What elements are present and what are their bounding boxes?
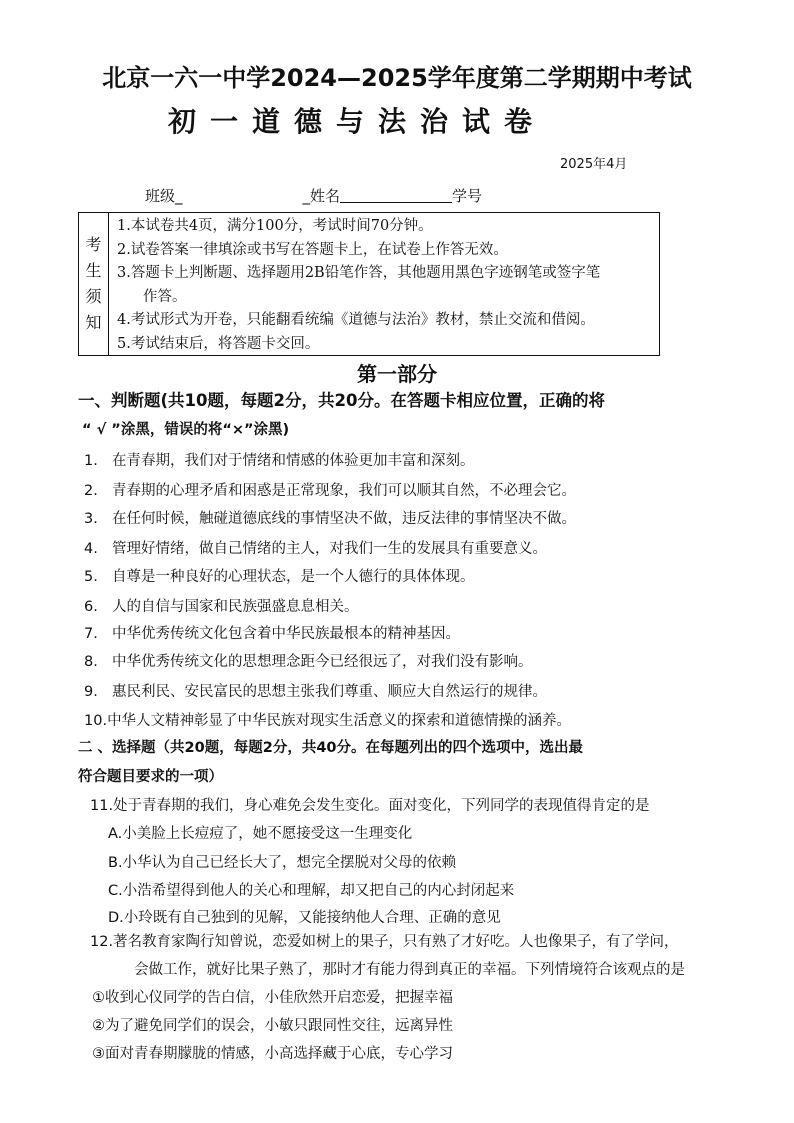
- student-id-label: 学号: [452, 187, 483, 205]
- question-number: 10.: [84, 713, 108, 729]
- judge-question-1: [84, 449, 475, 470]
- question-text: 自尊是一种良好的心理状态，是一个人德行的具体体现。: [112, 569, 475, 585]
- section2-heading: 二 、选择题（共20题，每题2分，共40分。在每题列出的四个选项中，选出最: [78, 740, 583, 756]
- question-number: 2.: [84, 483, 98, 499]
- judge-question-4: [84, 537, 547, 558]
- judge-question-6: [84, 595, 359, 616]
- question-number: 8.: [84, 654, 98, 670]
- exam-date: 2025年4月: [560, 157, 628, 172]
- question-text: 在青春期，我们对于情绪和情感的体验更加丰富和深刻。: [112, 453, 475, 469]
- question-number: 9.: [84, 684, 98, 700]
- judge-question-5: [84, 565, 475, 586]
- choice-statement-3: ③面对青春期朦胧的情感，小高选择藏于心底，专心学习: [92, 1046, 453, 1062]
- class-label: 班级: [145, 187, 176, 205]
- notice-side-char: 考: [85, 235, 102, 254]
- notice-side-char: 生: [85, 261, 102, 280]
- question-number: 7.: [84, 626, 98, 642]
- exam-notice-box: [78, 212, 660, 356]
- choice-question-11-stem: 11.处于青春期的我们，身心难免会发生变化。面对变化，下列同学的表现值得肯定的是: [90, 798, 650, 814]
- class-blank: _: [175, 187, 183, 205]
- choice-option-c: C.小浩希望得到他人的关心和理解，却又把自己的内心封闭起来: [108, 883, 515, 899]
- name-blank: [340, 188, 452, 203]
- notice-items: [117, 215, 655, 356]
- section2-heading-cont: 符合题目要求的一项）: [78, 769, 223, 785]
- question-text: 在任何时候，触碰道德底线的事情坚决不做，违反法律的事情坚决不做。: [112, 511, 576, 527]
- notice-item-continuation: 作答。: [143, 288, 187, 305]
- judge-question-8: [84, 650, 533, 671]
- judge-question-7: [84, 622, 460, 643]
- notice-side-label: [79, 213, 109, 355]
- notice-side-char: 须: [85, 287, 102, 306]
- section1-heading-cont: “ √ ”涂黑，错误的将“×”涂黑): [82, 422, 290, 438]
- notice-side-char: 知: [85, 313, 102, 332]
- question-text: 人的自信与国家和民族强盛息息相关。: [112, 599, 359, 615]
- choice-question-12-stem: 12.著名教育家陶行知曾说，恋爱如树上的果子，只有熟了才好吃。人也像果子，有了学问，: [90, 934, 679, 950]
- question-number: 1.: [84, 453, 98, 469]
- notice-item: 3.答题卡上判断题、选择题用2B铅笔作答，其他题用黑色字迹钢笔或签字笔: [117, 265, 601, 281]
- choice-statement-2: ②为了避免同学们的误会，小敏只跟同性交往，远离异性: [92, 1018, 453, 1034]
- part-title: 第一部分: [357, 362, 437, 386]
- exam-subtitle: 初一道德与法治试卷: [168, 105, 547, 138]
- notice-item: 5.考试结束后，将答题卡交回。: [117, 335, 320, 352]
- student-info-line: [145, 185, 482, 206]
- question-number: 6.: [84, 599, 98, 615]
- question-number: 3.: [84, 511, 98, 527]
- choice-option-b: B.小华认为自己已经长大了，想完全摆脱对父母的依赖: [108, 855, 457, 871]
- question-number: 4.: [84, 541, 98, 557]
- section1-heading: 一、判断题(共10题，每题2分，共20分。在答题卡相应位置，正确的将: [78, 391, 605, 410]
- judge-question-9: [84, 680, 547, 701]
- choice-option-a: A.小美脸上长痘痘了，她不愿接受这一生理变化: [108, 826, 413, 842]
- choice-question-12-stem-cont: 会做工作，就好比果子熟了，那时才有能力得到真正的幸福。下列情境符合该观点的是: [134, 962, 685, 978]
- question-text: 青春期的心理矛盾和困惑是正常现象，我们可以顺其自然，不必理会它。: [112, 483, 576, 499]
- judge-question-10: [84, 709, 571, 730]
- exam-title: 北京一六一中学2024—2025学年度第二学期期中考试: [102, 64, 692, 92]
- name-label-prefix: _: [302, 187, 311, 205]
- judge-question-3: [84, 507, 576, 528]
- notice-item: 4.考试形式为开卷，只能翻看统编《道德与法治》教材，禁止交流和借阅。: [117, 312, 595, 328]
- question-text: 惠民利民、安民富民的思想主张我们尊重、顺应大自然运行的规律。: [112, 684, 547, 700]
- choice-option-d: D.小玲既有自己独到的见解，又能接纳他人合理、正确的意见: [108, 910, 501, 926]
- notice-item: 1.本试卷共4页，满分100分，考试时间70分钟。: [117, 218, 433, 234]
- choice-statement-1: ①收到心仪同学的告白信，小佳欣然开启恋爱，把握幸福: [92, 990, 453, 1006]
- question-text: 中华优秀传统文化包含着中华民族最根本的精神基因。: [112, 626, 460, 642]
- judge-question-2: [84, 479, 576, 500]
- question-text: 管理好情绪，做自己情绪的主人，对我们一生的发展具有重要意义。: [112, 541, 547, 557]
- question-text: 中华人文精神彰显了中华民族对现实生活意义的探索和道德情操的涵养。: [107, 713, 572, 729]
- name-label: 姓名: [310, 187, 341, 205]
- question-number: 5.: [84, 569, 98, 585]
- notice-item: 2.试卷答案一律填涂或书写在答题卡上，在试卷上作答无效。: [117, 241, 508, 258]
- question-text: 中华优秀传统文化的思想理念距今已经很远了，对我们没有影响。: [112, 654, 533, 670]
